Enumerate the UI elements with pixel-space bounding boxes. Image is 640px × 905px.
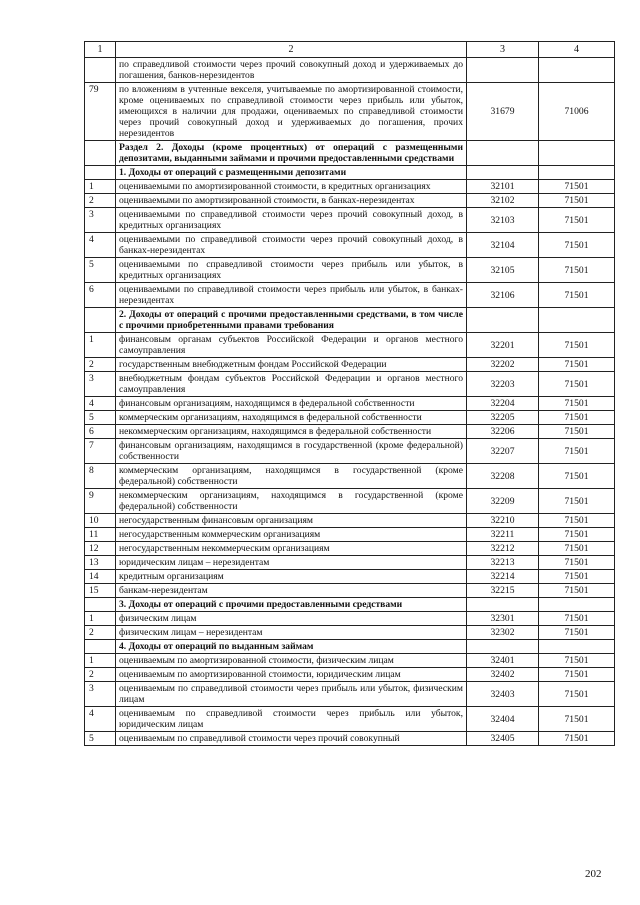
row-number: 3 — [85, 372, 116, 397]
account-code: 32208 — [467, 464, 539, 489]
table-row — [85, 556, 615, 570]
account-code: 32214 — [467, 570, 539, 584]
row-description: некоммерческим организациям, находящимся в государственной (кроме федеральной) собственности — [116, 489, 467, 514]
row-description: негосударственным финансовым организациям — [116, 514, 467, 528]
row-description: физическим лицам – нерезидентам — [116, 626, 467, 640]
symbol-code: 71501 — [539, 514, 615, 528]
row-description: негосударственным коммерческим организациям — [116, 528, 467, 542]
table-row — [85, 528, 615, 542]
symbol-code: 71501 — [539, 707, 615, 732]
row-description: оцениваемым по справедливой стоимости через прибыль или убыток, юридическим лицам — [116, 707, 467, 732]
row-description: юридическим лицам – нерезидентам — [116, 556, 467, 570]
table-row — [85, 83, 615, 141]
table-row — [85, 570, 615, 584]
row-number: 4 — [85, 707, 116, 732]
account-code: 32204 — [467, 397, 539, 411]
row-number: 8 — [85, 464, 116, 489]
account-code: 32202 — [467, 358, 539, 372]
table-row — [85, 180, 615, 194]
table-row — [85, 208, 615, 233]
table-row — [85, 542, 615, 556]
account-code: 32203 — [467, 372, 539, 397]
symbol-code: 71501 — [539, 411, 615, 425]
section-row — [85, 640, 615, 654]
row-number: 15 — [85, 584, 116, 598]
symbol-code: 71501 — [539, 372, 615, 397]
row-number: 12 — [85, 542, 116, 556]
table-row — [85, 233, 615, 258]
symbol-code — [539, 58, 615, 83]
account-code — [467, 166, 539, 180]
table-row — [85, 707, 615, 732]
row-description: финансовым органам субъектов Российской Федерации и органов местного самоуправления — [116, 333, 467, 358]
table-row — [85, 654, 615, 668]
table-row — [85, 612, 615, 626]
row-number: 4 — [85, 397, 116, 411]
row-number: 5 — [85, 258, 116, 283]
account-code: 32210 — [467, 514, 539, 528]
row-number — [85, 308, 116, 333]
row-description: физическим лицам — [116, 612, 467, 626]
account-code — [467, 598, 539, 612]
table-row — [85, 283, 615, 308]
account-code: 32403 — [467, 682, 539, 707]
header-cell-2: 2 — [116, 42, 467, 58]
row-description: оцениваемыми по справедливой стоимости через прочий совокупный доход, в банках-нерезидентах — [116, 233, 467, 258]
table-row — [85, 732, 615, 746]
table-row — [85, 58, 615, 83]
account-code: 32205 — [467, 411, 539, 425]
table-row — [85, 425, 615, 439]
section-row — [85, 141, 615, 166]
account-code: 32401 — [467, 654, 539, 668]
row-description: оцениваемыми по справедливой стоимости через прибыль или убыток, в банках-нерезидентах — [116, 283, 467, 308]
row-description: оцениваемым по справедливой стоимости через прибыль или убыток, физическим лицам — [116, 682, 467, 707]
row-description: оцениваемым по справедливой стоимости через прочий совокупный — [116, 732, 467, 746]
symbol-code: 71501 — [539, 333, 615, 358]
row-description: оцениваемыми по справедливой стоимости через прибыль или убыток, в кредитных организациях — [116, 258, 467, 283]
section-row — [85, 166, 615, 180]
account-code: 32206 — [467, 425, 539, 439]
row-description: 4. Доходы от операций по выданным займам — [116, 640, 467, 654]
row-number — [85, 166, 116, 180]
row-number — [85, 58, 116, 83]
row-number: 9 — [85, 489, 116, 514]
account-code: 32215 — [467, 584, 539, 598]
row-number: 1 — [85, 180, 116, 194]
row-number: 6 — [85, 283, 116, 308]
row-number: 2 — [85, 668, 116, 682]
row-description: коммерческим организациям, находящимся в государственной (кроме федеральной) собственности — [116, 464, 467, 489]
symbol-code: 71501 — [539, 358, 615, 372]
table-row — [85, 626, 615, 640]
symbol-code: 71501 — [539, 283, 615, 308]
table-row — [85, 584, 615, 598]
row-description: оцениваемыми по амортизированной стоимости, в банках-нерезидентах — [116, 194, 467, 208]
table-row — [85, 514, 615, 528]
row-number — [85, 141, 116, 166]
account-code: 32106 — [467, 283, 539, 308]
row-number: 10 — [85, 514, 116, 528]
row-description: оцениваемым по амортизированной стоимости, юридическим лицам — [116, 668, 467, 682]
symbol-code: 71501 — [539, 425, 615, 439]
row-description: 2. Доходы от операций с прочими предоставленными средствами, в том числе с прочими приобретенными правами требования — [116, 308, 467, 333]
symbol-code: 71501 — [539, 612, 615, 626]
table-row — [85, 682, 615, 707]
symbol-code: 71501 — [539, 258, 615, 283]
account-code — [467, 640, 539, 654]
row-number: 11 — [85, 528, 116, 542]
symbol-code: 71501 — [539, 439, 615, 464]
account-code: 32209 — [467, 489, 539, 514]
row-number: 79 — [85, 83, 116, 141]
symbol-code: 71501 — [539, 682, 615, 707]
row-number: 6 — [85, 425, 116, 439]
symbol-code: 71501 — [539, 556, 615, 570]
account-code: 32211 — [467, 528, 539, 542]
symbol-code: 71501 — [539, 464, 615, 489]
table-body — [85, 42, 615, 746]
page-number: 202 — [585, 868, 602, 880]
account-code: 32301 — [467, 612, 539, 626]
account-code — [467, 58, 539, 83]
row-description: финансовым организациям, находящимся в государственной (кроме федеральной) собственности — [116, 439, 467, 464]
row-description: финансовым организациям, находящимся в федеральной собственности — [116, 397, 467, 411]
row-description: негосударственным некоммерческим организациям — [116, 542, 467, 556]
section-row — [85, 598, 615, 612]
row-description: государственным внебюджетным фондам Российской Федерации — [116, 358, 467, 372]
row-number: 3 — [85, 682, 116, 707]
symbol-code: 71501 — [539, 732, 615, 746]
symbol-code — [539, 640, 615, 654]
table-row — [85, 358, 615, 372]
row-number: 5 — [85, 411, 116, 425]
row-description: коммерческим организациям, находящимся в федеральной собственности — [116, 411, 467, 425]
row-description: кредитным организациям — [116, 570, 467, 584]
row-number: 7 — [85, 439, 116, 464]
account-code: 32102 — [467, 194, 539, 208]
symbol-code: 71501 — [539, 233, 615, 258]
account-code: 32207 — [467, 439, 539, 464]
symbol-code: 71501 — [539, 528, 615, 542]
symbol-code: 71501 — [539, 180, 615, 194]
symbol-code — [539, 166, 615, 180]
table-row — [85, 258, 615, 283]
table-row — [85, 194, 615, 208]
accounts-table — [84, 41, 615, 746]
row-number: 14 — [85, 570, 116, 584]
account-code: 32404 — [467, 707, 539, 732]
symbol-code: 71501 — [539, 397, 615, 411]
symbol-code: 71501 — [539, 626, 615, 640]
row-description: оцениваемыми по амортизированной стоимости, в кредитных организациях — [116, 180, 467, 194]
symbol-code: 71501 — [539, 194, 615, 208]
account-code: 32302 — [467, 626, 539, 640]
row-number: 2 — [85, 358, 116, 372]
symbol-code: 71501 — [539, 584, 615, 598]
symbol-code: 71501 — [539, 208, 615, 233]
table-row — [85, 333, 615, 358]
account-code — [467, 308, 539, 333]
row-number: 3 — [85, 208, 116, 233]
row-description: по вложениям в учтенные векселя, учитываемые по амортизированной стоимости, кроме оцениваемых по справедливой стоимости через прибыль или убыток, имеющихся в наличии для продажи, оцениваемых по справедливой стоимости через прочий совокупный доход и удерживаемых до погашения, прочих нерезидентов — [116, 83, 467, 141]
account-code: 32104 — [467, 233, 539, 258]
row-description: 3. Доходы от операций с прочими предоставленными средствами — [116, 598, 467, 612]
row-description: 1. Доходы от операций с размещенными депозитами — [116, 166, 467, 180]
row-number: 13 — [85, 556, 116, 570]
table-row — [85, 439, 615, 464]
row-description: оцениваемыми по справедливой стоимости через прочий совокупный доход, в кредитных организациях — [116, 208, 467, 233]
table-row — [85, 397, 615, 411]
account-code: 31679 — [467, 83, 539, 141]
account-code: 32405 — [467, 732, 539, 746]
row-number: 1 — [85, 654, 116, 668]
table-row — [85, 668, 615, 682]
header-row — [85, 42, 615, 58]
row-description: оцениваемым по амортизированной стоимости, физическим лицам — [116, 654, 467, 668]
account-code: 32402 — [467, 668, 539, 682]
account-code — [467, 141, 539, 166]
account-code: 32212 — [467, 542, 539, 556]
row-number: 4 — [85, 233, 116, 258]
symbol-code: 71501 — [539, 570, 615, 584]
row-number: 1 — [85, 612, 116, 626]
symbol-code — [539, 308, 615, 333]
table-row — [85, 411, 615, 425]
section-row — [85, 308, 615, 333]
symbol-code: 71501 — [539, 489, 615, 514]
symbol-code: 71006 — [539, 83, 615, 141]
table-row — [85, 464, 615, 489]
symbol-code: 71501 — [539, 668, 615, 682]
row-number: 2 — [85, 194, 116, 208]
symbol-code — [539, 141, 615, 166]
row-number: 5 — [85, 732, 116, 746]
table-row — [85, 372, 615, 397]
account-code: 32103 — [467, 208, 539, 233]
row-number: 2 — [85, 626, 116, 640]
row-number — [85, 640, 116, 654]
row-description: по справедливой стоимости через прочий совокупный доход и удерживаемых до погашения, банков-нерезидентов — [116, 58, 467, 83]
symbol-code — [539, 598, 615, 612]
account-code: 32105 — [467, 258, 539, 283]
symbol-code: 71501 — [539, 654, 615, 668]
row-description: внебюджетным фондам субъектов Российской Федерации и органов местного самоуправления — [116, 372, 467, 397]
account-code: 32213 — [467, 556, 539, 570]
row-number: 1 — [85, 333, 116, 358]
header-cell-1: 1 — [85, 42, 116, 58]
header-cell-3: 3 — [467, 42, 539, 58]
row-description: банкам-нерезидентам — [116, 584, 467, 598]
account-code: 32201 — [467, 333, 539, 358]
account-code: 32101 — [467, 180, 539, 194]
row-number — [85, 598, 116, 612]
header-cell-4: 4 — [539, 42, 615, 58]
symbol-code: 71501 — [539, 542, 615, 556]
row-description: некоммерческим организациям, находящимся в федеральной собственности — [116, 425, 467, 439]
row-description: Раздел 2. Доходы (кроме процентных) от операций с размещенными депозитами, выданными займами и прочими предоставленными средствами — [116, 141, 467, 166]
table-row — [85, 489, 615, 514]
